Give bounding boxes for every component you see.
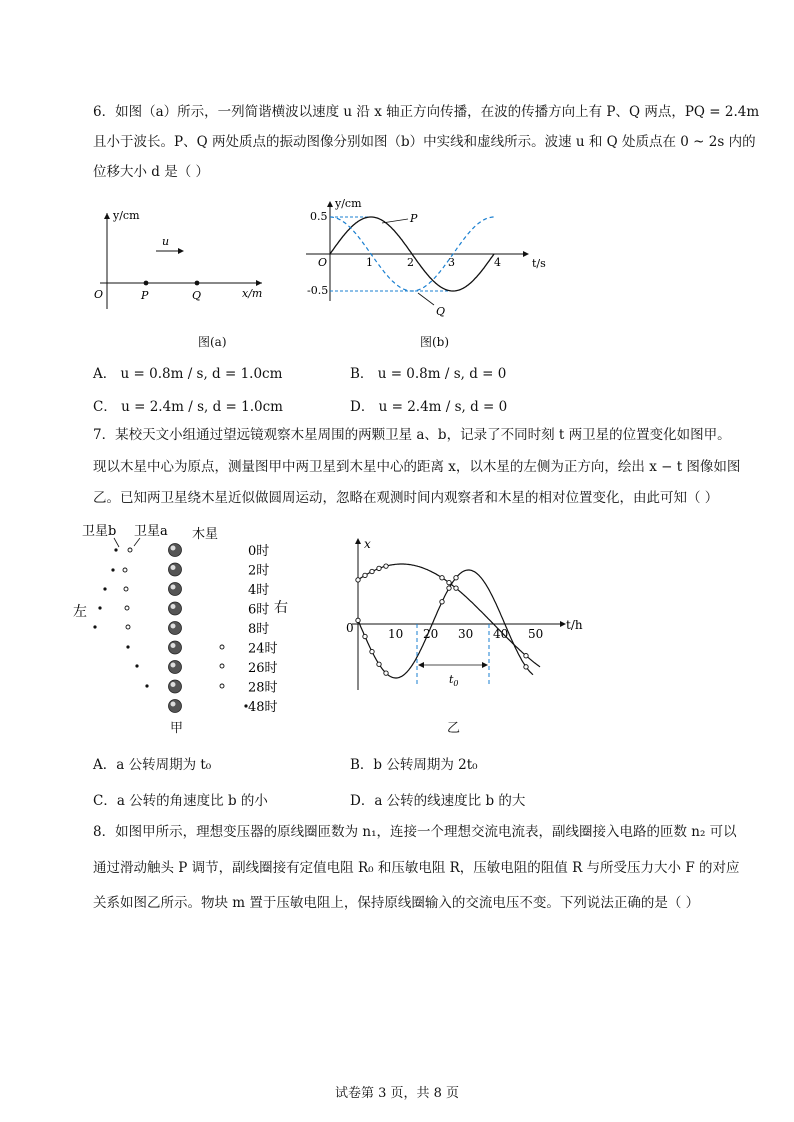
fig-b-xlabel: t/s	[532, 257, 546, 270]
satellite-b-dot	[114, 548, 117, 551]
jupiter-disk	[169, 700, 182, 713]
q8-line-2: 通过滑动触头 P 调节，副线圈接有定值电阻 R₀ 和压敏电阻 R，压敏电阻的阻值 R 与所受压力大小 F 的对应	[93, 860, 740, 876]
left-label: 左	[73, 604, 87, 620]
jupiter-column	[169, 544, 182, 713]
q7-line-3: 乙。已知两卫星绕木星近似做圆周运动，忽略在观测时间内观察者和木星的相对位置变化，由此可知（ ）	[93, 490, 719, 506]
time-labels	[248, 544, 278, 715]
satellite-a-dot	[126, 625, 130, 629]
jupiter-disk	[169, 583, 182, 596]
sat-a-marker	[524, 665, 528, 669]
q6-option-a[interactable]: A． u = 0.8m / s, d = 1.0cm	[93, 366, 283, 382]
satellite-a-dot	[220, 645, 224, 649]
jupiter-disk	[169, 641, 182, 654]
fig-yi-xlabel: t/h	[566, 618, 583, 632]
figure-jia	[70, 518, 310, 738]
fig-a-origin: O	[94, 288, 104, 301]
q7-option-b[interactable]: B．b 公转周期为 2t₀	[350, 757, 478, 773]
fig-a-ylabel: y/cm	[113, 209, 140, 222]
satellite-b-dot	[98, 606, 101, 609]
right-label: 右	[274, 600, 288, 616]
fig-a-q-label: Q	[192, 289, 202, 302]
sat-a-marker	[377, 662, 381, 666]
jupiter-disk	[169, 563, 182, 576]
fig-jia-caption: 甲	[170, 721, 184, 736]
jupiter-disk	[169, 622, 182, 635]
time-label: 0时	[248, 544, 270, 559]
satellite-a-dot	[220, 664, 224, 668]
satellite-b-dot	[103, 587, 106, 590]
q8-line-1: 8．如图甲所示，理想变压器的原线圈匝数为 n₁，连接一个理想交流电流表，副线圈接入电路的匝数 n₂ 可以	[93, 824, 737, 840]
satellite-b-dot	[145, 684, 148, 687]
fig-yi-ylabel: x	[364, 537, 371, 551]
point-p	[144, 281, 149, 286]
time-label: 28时	[248, 680, 278, 696]
fig-b-label-p: P	[410, 212, 418, 225]
time-label: 24时	[248, 641, 278, 657]
sat-b-marker	[356, 578, 360, 582]
fig-yi-origin: 0	[346, 621, 354, 635]
jupiter-disk	[169, 680, 182, 693]
fig-b-ytop: 0.5	[310, 210, 328, 223]
satellite-b-dot	[93, 625, 96, 628]
sat-b-marker	[384, 564, 388, 568]
q6-line-1: 6．如图（a）所示，一列简谐横波以速度 u 沿 x 轴正方向传播，在波的传播方向上有 P、Q 两点，PQ = 2.4m	[93, 104, 760, 120]
sat-b-marker	[440, 576, 444, 580]
sat-b-marker	[454, 586, 458, 590]
q8-line-3: 关系如图乙所示。物块 m 置于压敏电阻上，保持原线圈输入的交流电压不变。下列说法正确的是（ ）	[93, 895, 700, 911]
curve-sat-b	[358, 564, 540, 667]
fig-a-p-label: P	[141, 289, 149, 302]
q7-line-1: 7．某校天文小组通过望远镜观察木星周围的两颗卫星 a、b，记录了不同时刻 t 两卫星的位置变化如图甲。	[93, 427, 731, 443]
q7-option-c[interactable]: C．a 公转的角速度比 b 的小	[93, 793, 268, 809]
fig-b-tick-4: 4	[494, 256, 501, 269]
satellite-b-dot	[135, 664, 138, 667]
fig-yi-tick-40: 40	[493, 627, 509, 641]
fig-yi-tick-20: 20	[423, 627, 439, 641]
time-label: 6时	[248, 602, 270, 618]
sat-a-marker	[384, 671, 388, 675]
jupiter-disk	[169, 602, 182, 615]
time-label: 26时	[248, 661, 278, 676]
fig-a-velocity: u	[162, 235, 170, 248]
fig-b-tick-1: 1	[366, 256, 373, 269]
time-label: 4时	[248, 583, 270, 598]
fig-yi-tick-10: 10	[388, 627, 404, 641]
q6-option-c[interactable]: C． u = 2.4m / s, d = 1.0cm	[93, 399, 283, 415]
q6-option-b[interactable]: B． u = 0.8m / s, d = 0	[350, 366, 507, 382]
sat-b-marker	[524, 653, 528, 657]
sat-a-marker	[454, 576, 458, 580]
satellite-b-dot	[244, 704, 247, 707]
jupiter-disk	[169, 544, 182, 557]
fig-b-origin: O	[318, 256, 328, 269]
jupiter-label: 木星	[192, 527, 219, 542]
fig-a-xlabel: x/m	[242, 287, 263, 300]
time-label: 48时	[248, 700, 278, 715]
sat-a-marker	[363, 634, 367, 638]
fig-b-ylabel: y/cm	[335, 197, 362, 210]
q6-line-3: 位移大小 d 是（ ）	[93, 164, 210, 180]
fig-yi-tick-50: 50	[528, 627, 544, 641]
fig-b-caption: 图(b)	[420, 335, 450, 349]
satellite-a-dot	[123, 568, 127, 572]
sat-b-marker	[447, 580, 451, 584]
fig-a-caption: 图(a)	[198, 335, 227, 349]
fig-yi-tick-30: 30	[458, 627, 474, 641]
fig-b-tick-3: 3	[448, 256, 455, 269]
sat-a-marker	[440, 600, 444, 604]
q6-option-d[interactable]: D． u = 2.4m / s, d = 0	[350, 399, 508, 415]
sat-a-marker	[370, 649, 374, 653]
q7-option-d[interactable]: D．a 公转的线速度比 b 的大	[350, 793, 526, 809]
satellite-b-dot	[126, 645, 129, 648]
fig-yi-t0: $t_0$	[449, 673, 459, 688]
fig-yi-caption: 乙	[447, 721, 461, 736]
time-label: 2时	[248, 563, 270, 579]
figure-a	[80, 205, 270, 315]
point-q	[195, 281, 200, 286]
page-footer: 试卷第 3 页，共 8 页	[334, 1086, 460, 1101]
satellite-a-dot	[124, 587, 128, 591]
figure-b	[300, 193, 560, 323]
q7-line-2: 现以木星中心为原点，测量图甲中两卫星到木星中心的距离 x，以木星的左侧为正方向，绘出 x − t 图像如图	[93, 459, 741, 475]
fig-b-label-q: Q	[436, 305, 446, 318]
satellite-a-dot	[125, 606, 129, 610]
sat-b-marker	[377, 566, 381, 570]
sat-a-marker	[356, 618, 360, 622]
time-label: 8时	[248, 622, 270, 637]
q6-line-2: 且小于波长。P、Q 两处质点的振动图像分别如图（b）中实线和虚线所示。波速 u 和 Q 处质点在 0 ~ 2s 内的	[93, 134, 756, 150]
fig-b-tick-2: 2	[407, 256, 414, 269]
fig-b-ybottom: -0.5	[307, 284, 329, 297]
sat-a-marker	[447, 586, 451, 590]
q7-option-a[interactable]: A．a 公转周期为 t₀	[93, 757, 212, 773]
satellite-a-dot	[128, 548, 132, 552]
sat-b-marker	[363, 573, 367, 577]
sat-b-label: 卫星b	[82, 524, 117, 539]
figure-yi	[330, 530, 590, 700]
sat-a-label: 卫星a	[134, 524, 168, 539]
satellite-a-dot	[220, 684, 224, 688]
jupiter-disk	[169, 661, 182, 674]
satellite-b-dot	[111, 568, 114, 571]
sat-b-marker	[370, 569, 374, 573]
